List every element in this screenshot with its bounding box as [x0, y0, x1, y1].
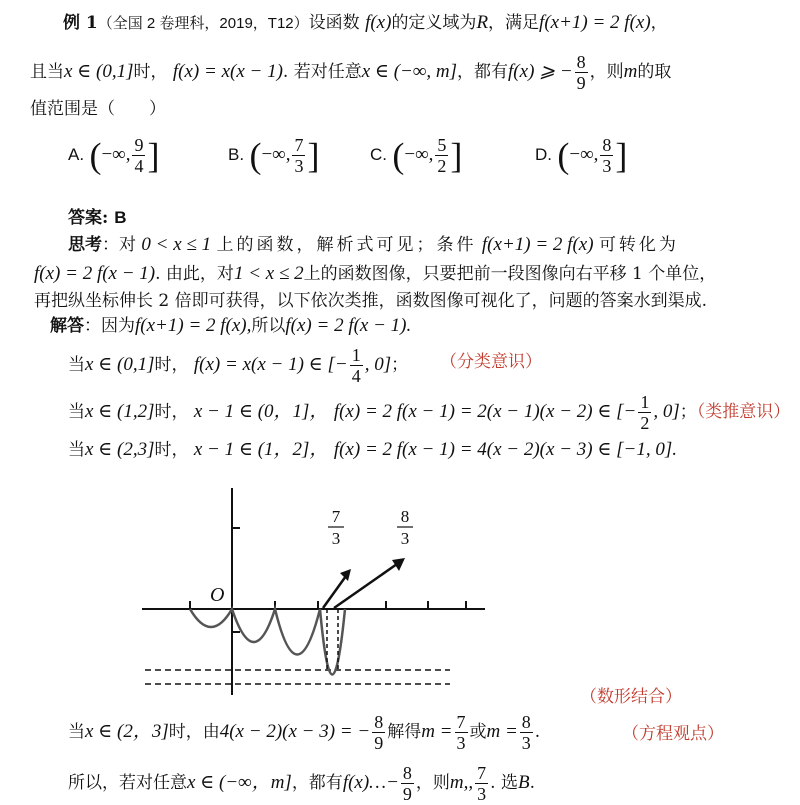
fraction: $\frac{1}{4}$	[351, 345, 361, 386]
solution-label: 解答	[50, 316, 84, 336]
problem-text: ，	[650, 13, 668, 33]
thinking-text: 上的函数，解析式可见；条件	[216, 235, 477, 255]
option-letter: D.	[535, 145, 552, 164]
math-expression: f(x) = 2 f(x − 1) = 4(x − 2)(x − 3) ∈ [−1, 0].	[333, 439, 678, 460]
solution-text: 解得	[387, 722, 422, 742]
label-8-3-den: 3	[400, 529, 410, 548]
math-inequality: f(x) ⩾ −	[508, 61, 573, 82]
fraction: $\frac{7}{3}$	[456, 712, 466, 753]
math-domain1: x ∈ (0,1]	[64, 61, 134, 82]
solution-text: .	[534, 722, 541, 742]
math-expression: f(x) = x(x − 1) ∈ [−	[193, 354, 348, 375]
thinking-line-2	[34, 259, 716, 285]
math-m: m	[623, 61, 638, 82]
function-curve	[190, 609, 320, 655]
math-fx: f(x)	[365, 12, 392, 33]
solution-text: ，则	[415, 773, 450, 793]
solution-equation	[68, 712, 540, 753]
thinking-text: 可转化为	[598, 235, 679, 255]
option-letter: B.	[228, 145, 245, 164]
solution-text: . 选	[490, 773, 518, 793]
math-interval: x ∈ (0,1]	[85, 354, 155, 375]
origin-label: O	[210, 584, 225, 606]
problem-text: 且当	[30, 62, 64, 82]
option-letter: A.	[68, 145, 85, 164]
solution-case-3	[68, 434, 677, 461]
thinking-label: 思考	[68, 235, 102, 255]
math-condition: f(x+1) = 2 f(x)	[481, 234, 594, 255]
solution-text: 时，	[154, 402, 189, 422]
arrow-head	[340, 569, 351, 581]
math-expression: , 0]	[653, 401, 680, 422]
problem-text: ，则	[589, 62, 624, 82]
function-curve	[320, 609, 345, 675]
math-expression: , 0]	[364, 354, 392, 375]
arrow-head	[392, 558, 405, 571]
thinking-line-1	[68, 230, 679, 256]
label-7-3-num: 7	[331, 507, 341, 526]
solution-text: 时，由	[168, 722, 220, 742]
problem-line-1	[63, 8, 668, 34]
arrow-8-3	[334, 564, 397, 608]
solution-conclusion	[68, 763, 535, 804]
answer	[68, 203, 126, 228]
problem-text: 的取	[637, 62, 672, 82]
math-recursion: f(x) = 2 f(x − 1).	[285, 315, 412, 336]
thinking-text: . 由此，对	[155, 264, 234, 284]
math-interval: x ∈ (1,2]	[85, 401, 155, 422]
solution-text: ，都有	[291, 773, 343, 793]
math-range: 1 < x ≤ 2	[233, 263, 304, 284]
fraction: $\frac{5}{2}$	[437, 135, 447, 176]
problem-text: ，满足	[488, 13, 540, 33]
solution-text: 当	[68, 722, 85, 742]
math-R: R	[476, 12, 489, 33]
math-m: m =	[486, 721, 518, 742]
fraction: $\frac{7}{3}$	[477, 763, 487, 804]
problem-text: ，都有	[457, 62, 509, 82]
math-definition: f(x) = x(x − 1)	[172, 61, 283, 82]
math-interval: x ∈ (2,3]	[85, 439, 155, 460]
answer-label: 答案:	[68, 208, 109, 228]
fraction: $\frac{8}{9}$	[374, 712, 384, 753]
math-equation: 4(x − 2)(x − 3) = −	[219, 721, 371, 742]
note-analogy: （类推意识）	[696, 402, 791, 422]
solution-text: ；	[679, 402, 697, 422]
option-left: −∞,	[101, 144, 131, 165]
problem-text: . 若对任意	[282, 62, 362, 82]
fraction: $\frac{8}{9}$	[576, 52, 586, 93]
solution-text: 时，	[154, 355, 189, 375]
fraction: $\frac{8}{3}$	[521, 712, 531, 753]
thinking-text: 上的函数图像，只要把前一段图像向右平移 1 个单位，	[303, 264, 717, 284]
problem-label: 例 1	[63, 13, 98, 33]
math-interval: x ∈ (−∞，m]	[187, 772, 292, 793]
problem-text: 时，	[133, 62, 168, 82]
math-expression: x − 1 ∈ (0，1]，	[193, 401, 329, 422]
solution-text: ；	[391, 355, 409, 375]
math-interval: x ∈ (2，3]	[85, 721, 169, 742]
option-letter: C.	[370, 145, 387, 164]
solution-text: 当	[68, 440, 85, 460]
math-range: 0 < x ≤ 1	[141, 234, 212, 255]
note-equation: （方程观点）	[622, 724, 724, 744]
label-7-3-den: 3	[331, 529, 341, 548]
option-left: −∞,	[404, 144, 434, 165]
math-expression: x − 1 ∈ (1，2]，	[193, 439, 329, 460]
solution-text: 当	[68, 402, 85, 422]
math-answer: B	[517, 772, 530, 793]
problem-text: 的定义域为	[391, 13, 477, 33]
option-left: −∞,	[261, 144, 291, 165]
math-condition: f(x+1) = 2 f(x)	[539, 12, 651, 33]
option-a[interactable]: A. (−∞, $\frac{9}{4}$ ]	[68, 135, 160, 176]
math-domain2: x ∈ (−∞, m]	[361, 61, 458, 82]
solution-text: 当	[68, 355, 85, 375]
solution-text: ：因为	[84, 316, 135, 336]
solution-text: 所以	[251, 316, 286, 336]
math-recursion: f(x) = 2 f(x − 1)	[34, 263, 156, 284]
fraction: $\frac{1}{2}$	[640, 392, 650, 433]
math-m: m,,	[449, 772, 474, 793]
solution-case-1	[68, 345, 408, 386]
label-8-3-num: 8	[400, 507, 410, 526]
option-b[interactable]: B. (−∞, $\frac{7}{3}$ ]	[228, 135, 320, 176]
option-left: −∞,	[569, 144, 599, 165]
solution-text: 时，	[154, 440, 189, 460]
solution-text: .	[529, 773, 535, 793]
fraction: $\frac{7}{3}$	[294, 135, 304, 176]
answer-value: B	[114, 208, 127, 227]
solution-text: 或	[469, 722, 487, 742]
solution-intro	[50, 311, 411, 337]
fraction: $\frac{8}{9}$	[402, 763, 412, 804]
solution-case-2	[68, 392, 790, 433]
math-expression: f(x) = 2 f(x − 1) = 2(x − 1)(x − 2) ∈ [−	[333, 401, 637, 422]
problem-line-2	[30, 52, 671, 93]
math-condition: f(x+1) = 2 f(x),	[135, 315, 252, 336]
note-graph: （数形结合）	[580, 687, 682, 707]
option-d[interactable]: D. (−∞, $\frac{8}{3}$ ]	[535, 135, 628, 176]
fraction: $\frac{8}{3}$	[602, 135, 612, 176]
math-m: m =	[421, 721, 453, 742]
problem-text: 设函数	[308, 13, 360, 33]
function-graph	[140, 480, 620, 695]
thinking-text: ：对	[102, 235, 136, 255]
note-classification: （分类意识）	[440, 352, 542, 372]
fraction: $\frac{9}{4}$	[134, 135, 144, 176]
problem-line-3: 值范围是（ ）	[30, 99, 166, 119]
math-inequality: f(x)…−	[342, 772, 399, 793]
solution-text: 所以，若对任意	[68, 773, 187, 793]
problem-source: （全国 2 卷理科，2019，T12）	[97, 15, 309, 32]
option-c[interactable]: C. (−∞, $\frac{5}{2}$ ]	[370, 135, 463, 176]
thinking-line-3: 再把纵坐标伸长 2 倍即可获得，以下依次类推，函数图像可视化了，问题的答案水到渠成.	[34, 291, 708, 311]
